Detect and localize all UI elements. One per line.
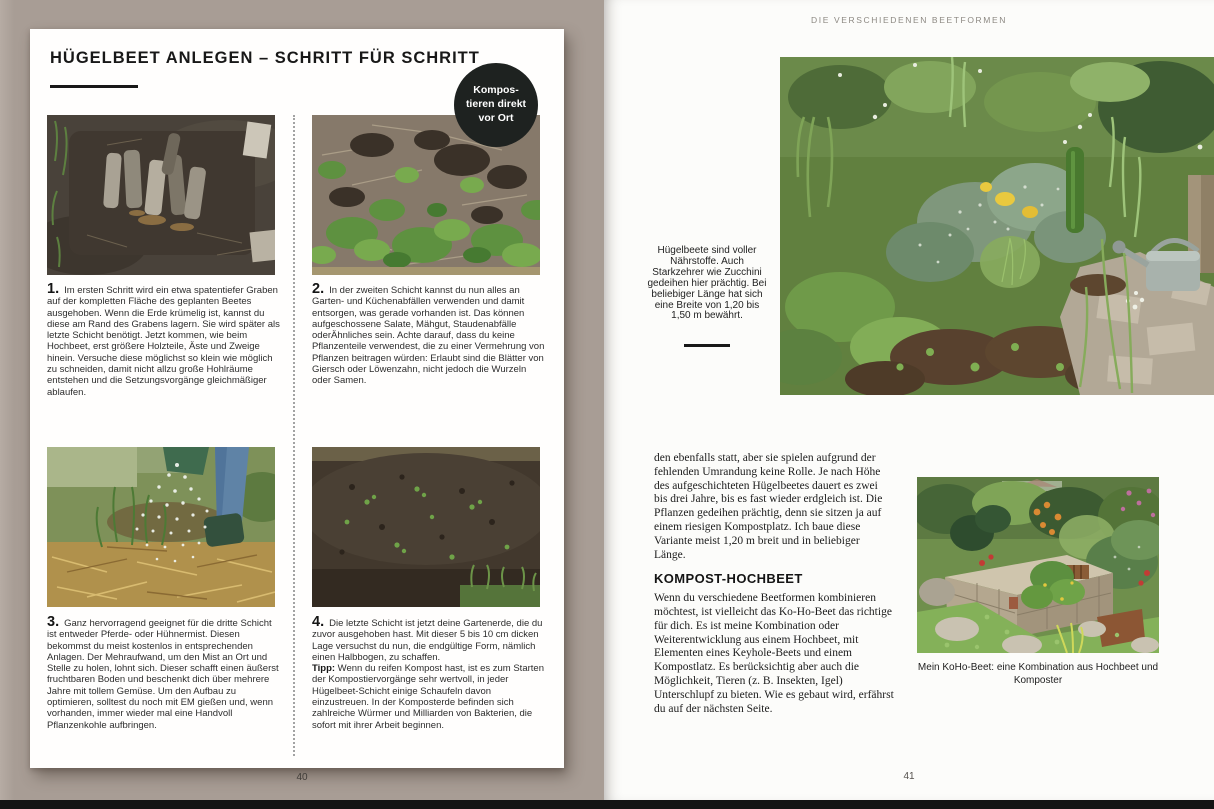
page-title: HÜGELBEET ANLEGEN – SCHRITT FÜR SCHRITT xyxy=(50,49,480,67)
step-4-tip-label: Tipp: xyxy=(312,663,336,675)
koho-beet-photo-art xyxy=(917,477,1159,653)
body-paragraph-2: Wenn du verschiedene Beetformen kombinieren möchtest, ist vielleicht das Ko-Ho-Beet das richtige für dich. Es ist meine Kombination oder Weiterentwicklung aus einem Hochbeet, mit Elementen eines Keyhole-Beets und einem Kompostlatz. Es berücksichtig aber auch die Möglichkeit, Tieren (z. B. Insekten, Igel) Unterschlupf zu bieten. Wie es gebaut wird, erfährst du auf der nächsten Seite. xyxy=(654,592,894,715)
photo-side-caption: Hügelbeete sind voller Nährstoffe. Auch Starkzehrer wie Zucchini gedeihen hier prächtig. Bei beliebiger Länge hat sich eine Breite von 1,20 bis 1,50 m bewährt. xyxy=(647,245,767,322)
step-4-number: 4. xyxy=(312,614,325,630)
step-4-tip-text: Wenn du reifen Kompost hast, ist es zum Starten der Kompostiervorgänge sehr wertvoll, in jeder Hügelbeet-Schicht einige Schaufeln davon einzustreuen. In der Komposterde befinden sich zahlreiche Würmer und Milliarden von Bakterien, die sofort mit ihrer Arbeit beginnen. xyxy=(312,663,544,731)
step-2-text: In der zweiten Schicht kannst du nun alles an Garten- und Küchenabfällen verwenden und damit entsorgen, was gerade vorhanden ist. Das können aufgeschossene Salate, Mähgut, Staudenabfälle oderÄhnliches sein. Achte darauf, dass du keine Pflanzenteile verwendest, die zu einer Vermehrung von Pflanzen beitragen würden: Erlaubt sind die Blätter von Giersch oder Löwenzahn, nicht jedoch die Wurzeln oder Samen. xyxy=(312,285,545,387)
step-4-text: Die letzte Schicht ist jetzt deine Gartenerde, die du zuvor ausgehoben hast. Mit dieser 5 bis 10 cm dicken Lage versuchst du nun, die endgültige Form, nämlich einen Halbbogen, zu schaffen. xyxy=(312,618,543,663)
step-2-number: 2. xyxy=(312,281,325,297)
step-1-number: 1. xyxy=(47,281,60,297)
badge-line-2: tieren direkt xyxy=(465,98,527,111)
step-1 xyxy=(47,281,280,398)
garden-bed-photo xyxy=(780,57,1214,395)
photo-step4-soil-mound-seedlings xyxy=(312,447,540,607)
photo-step3-watering-mulch xyxy=(47,447,275,607)
compost-badge xyxy=(454,63,538,147)
caption-rule xyxy=(684,344,730,347)
photo-step1-trench-with-logs xyxy=(47,115,275,275)
body-text-column xyxy=(654,452,894,716)
step-3-text: Ganz hervorragend geeignet für die dritte Schicht ist entweder Pferde- oder Hühnermist. Diesen bekommst du meist kostenlos in entsprechenden Anlagen. Der Mehraufwand, um den Mist an Ort und Stelle zu holen, lohnt sich. Dieser schafft einen äußerst fruchtbaren Boden und beschenkt dich über mehrere Jahre mit tollem Gemüse. Um den Aufbau zu optimieren, solltest du noch mit EM gießen und, wenn vorhanden, immer wieder mal eine Handvoll Pflanzenkohle aufbringen. xyxy=(47,618,279,731)
bottom-black-bar xyxy=(0,800,1214,809)
badge-line-3: vor Ort xyxy=(478,111,514,124)
step-3-number: 3. xyxy=(47,614,60,630)
chapter-header: DIE VERSCHIEDENEN BEETFORMEN xyxy=(811,15,1007,25)
page-number-left: 40 xyxy=(296,772,308,783)
right-page xyxy=(604,0,1214,800)
step-4-tip xyxy=(312,663,545,731)
garden-bed-photo-art xyxy=(780,57,1214,395)
body-paragraph-1: den ebenfalls statt, aber sie spielen aufgrund der fehlenden Umrandung keine Rolle. Je nach Höhe des aufgeschichteten Hügelbeetes dauert es zwei bis drei Jahre, bis es fast wieder erdgleich ist. Die Pflanzen gedeihen prächtig, denn sie sitzen ja auf einem riesigen Kompostplatz. Ich baue diese Variante meist 1,20 m breit und in beliebiger Länge. xyxy=(654,452,883,561)
badge-line-1: Kompos- xyxy=(473,84,519,97)
koho-beet-photo xyxy=(917,477,1159,653)
step-1-text: Im ersten Schritt wird ein etwa spatentiefer Graben auf der kompletten Fläche des geplanten Beetes ausgehoben. Wenn die Erde krümelig ist, kannst du diese am Rand des Grabens lagern. Sie wird später als letzte Schicht benötigt. Jetzt kommen, wie beim Hochbeet, erst größere Holzteile, Äste und Zweige hinein. Versuche diese möglichst so klein wie möglich zu schneiden, damit nicht allzu große Hohlräume entstehen und die Setzungsvorgänge gleichmäßiger ablaufen. xyxy=(47,285,280,398)
page-number-right: 41 xyxy=(903,771,915,782)
step-4 xyxy=(312,614,545,731)
left-page-sheet xyxy=(30,29,564,768)
step-2 xyxy=(312,281,545,387)
title-underline xyxy=(50,85,138,88)
koho-photo-caption: Mein KoHo-Beet: eine Kombination aus Hochbeet und Komposter xyxy=(917,662,1159,686)
column-divider xyxy=(293,115,295,756)
subheading-kompost-hochbeet: KOMPOST-HOCHBEET xyxy=(654,571,803,587)
step-3 xyxy=(47,614,280,731)
